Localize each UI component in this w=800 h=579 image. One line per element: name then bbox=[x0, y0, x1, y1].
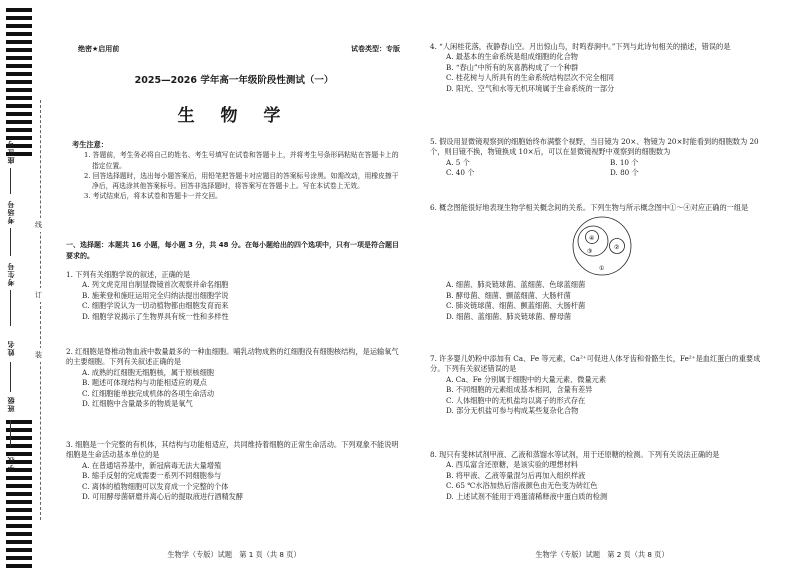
question-3 bbox=[66, 440, 402, 503]
cut-char-zhuang: 装 bbox=[35, 348, 42, 362]
cut-char-ding: 订 bbox=[35, 288, 42, 302]
option-b: B. 不同细胞的元素组成基本相同，含量有差异 bbox=[446, 385, 593, 395]
question-1 bbox=[66, 270, 402, 322]
question-stem: 8. 现只有斐林试剂甲液、乙液和蒸馏水等试剂，用于还原糖的检测。下列有关说法正确的是 bbox=[430, 450, 720, 459]
notice-title: 考生注意： bbox=[72, 140, 108, 149]
option-d: D. 细胞学说揭示了生物界具有统一性和多样性 bbox=[82, 311, 229, 321]
option-b: B. 10 个 bbox=[610, 157, 639, 167]
class-line bbox=[10, 420, 11, 446]
question-stem: 2. 红细胞是脊椎动物血液中数量最多的一种血细胞。哺乳动物成熟的红细胞没有细胞核结构，是运输氧气的主要细胞。下列有关叙述正确的是 bbox=[66, 347, 399, 367]
option-a: A. 列文虎克用自制显微镜首次观察并命名细胞 bbox=[82, 280, 229, 290]
page-1-footer: 生物学（专版）试题 第 1 页（共 8 页） bbox=[167, 550, 301, 559]
label-2: ② bbox=[614, 244, 620, 252]
question-4 bbox=[430, 42, 774, 94]
question-5 bbox=[430, 137, 774, 179]
label-3: ③ bbox=[587, 248, 593, 256]
nested-circles-diagram bbox=[562, 215, 642, 277]
subject-title: 生 物 学 bbox=[177, 106, 291, 126]
room-number-line bbox=[10, 228, 11, 256]
notice-item: 1. 答题前，考生务必将自己的姓名、考生号填写在试卷和答题卡上，并将考生号条形码粘贴在答题卡上的指定位置。 bbox=[84, 151, 399, 170]
room-number-label: 考场号 bbox=[7, 200, 15, 224]
question-stem: 4. “人闲桂花落，夜静春山空。月出惊山鸟，时鸣春涧中。”下列与此诗句相关的描述，错误的是 bbox=[430, 42, 731, 51]
option-d: D. 部分无机盐可参与构成某些复杂化合物 bbox=[446, 406, 579, 416]
section-heading: 一、选择题：本题共 16 小题，每小题 3 分，共 48 分。在每小题给出的四个选项中，只有一项是符合题目要求的。 bbox=[66, 241, 399, 260]
option-a: A. 在普通培养基中，新冠病毒无法大量增殖 bbox=[82, 460, 222, 470]
name-label: 姓名 bbox=[7, 340, 15, 356]
option-d: D. 红细胞中含量最多的物质是氧气 bbox=[82, 399, 193, 409]
question-stem: 5. 假设用显微镜观察到的细胞始终布满整个视野，当目镜为 20×、物镜为 20×时能看到的细胞数为 20 个，则目镜不换，物镜换成 10×后，可以在显微镜视野中观察到的细胞数为 bbox=[430, 137, 759, 157]
notice-item: 2. 回答选择题时，选出每小题答案后，用铅笔把答题卡对应题目的答案标号涂黑。如需改动，用橡皮擦干净后，再选涂其他答案标号。回答非选择题时，将答案写在答题卡上。写在本试卷上无效。 bbox=[84, 171, 399, 190]
option-c: C. 红细胞能单独完成机体的各项生命活动 bbox=[82, 388, 215, 398]
candidate-number-line bbox=[10, 290, 11, 326]
binding-stripes-top bbox=[6, 8, 32, 156]
cut-line bbox=[40, 100, 41, 520]
question-stem: 3. 细胞是一个完整的有机体，其结构与功能相适应，共同维持着细胞的正常生命活动。下列观象不能说明细胞是生命活动基本单位的是 bbox=[66, 440, 399, 460]
option-c: C. 离体的植物细胞可以发育成一个完整的个体 bbox=[82, 481, 229, 491]
class-label: 班级 bbox=[7, 396, 15, 412]
exam-title: 2025—2026 学年高一年级阶段性测试（一） bbox=[134, 75, 334, 86]
option-d: D. 80 个 bbox=[610, 168, 639, 178]
option-a: A. 细菌、肺炎链球菌、蓝细菌、色球蓝细菌 bbox=[446, 280, 586, 290]
option-d: D. 可用酵母菌研磨并离心后的提取液进行酒精发酵 bbox=[82, 492, 244, 502]
page-1-header bbox=[58, 44, 410, 56]
option-d: D. 细菌、蓝细菌、肺炎链球菌、酵母菌 bbox=[446, 311, 572, 321]
seat-number-label: 座位号 bbox=[7, 140, 15, 164]
page-2 bbox=[422, 0, 782, 579]
label-1: ① bbox=[599, 265, 605, 273]
option-d: D. 阳光、空气和水等无机环境属于生命系统的一部分 bbox=[446, 83, 615, 93]
option-a: A. 西瓜富含还原糖，是该实验的理想材料 bbox=[446, 460, 578, 470]
school-label: 学校 bbox=[7, 456, 15, 472]
option-a: A. 5 个 bbox=[446, 157, 470, 167]
seat-number-line bbox=[10, 168, 11, 194]
question-2 bbox=[66, 347, 402, 410]
option-b: B. 缩手反射的完成需要一系列不同细胞参与 bbox=[82, 471, 222, 481]
option-c: C. 65 ℃水浴加热后溶液颜色由无色变为砖红色 bbox=[446, 481, 598, 491]
question-stem: 1. 下列有关细胞学说的叙述，正确的是 bbox=[66, 270, 191, 279]
paper-type: 试卷类型：专版 bbox=[351, 45, 400, 53]
option-d: D. 上述试剂不能用于鸡蛋清稀释液中蛋白质的检测 bbox=[446, 491, 608, 501]
question-stem: 7. 许多婴儿奶粉中添加有 Ca、Fe 等元素，Ca²⁺可促进人体牙齿和骨骼生长，Fe²⁺是血红蛋白的重要成分。下列有关叙述错误的是 bbox=[430, 354, 761, 374]
page-1 bbox=[58, 0, 410, 579]
option-b: B. 酵母菌、细菌、颤蓝细菌、大肠杆菌 bbox=[446, 290, 571, 300]
option-a: A. 成熟的红细胞无细胞核，属于原核细胞 bbox=[82, 367, 214, 377]
binding-margin bbox=[0, 0, 50, 579]
name-line bbox=[10, 362, 11, 392]
option-c: C. 人体细胞中的无机盐均以离子的形式存在 bbox=[446, 395, 586, 405]
option-b: B. 题述可体现结构与功能相适应的观点 bbox=[82, 378, 207, 388]
notice-item: 3. 考试结束后，将本试卷和答题卡一并交回。 bbox=[84, 192, 222, 201]
question-stem: 6. 概念图能很好地表现生物学相关概念间的关系。下列生物与所示概念图中①～④对应正确的一组是 bbox=[430, 203, 749, 212]
concept-diagram bbox=[430, 215, 774, 277]
option-c: C. 桂花树与人所具有的生命系统结构层次不完全相同 bbox=[446, 73, 614, 83]
option-c: C. 肺炎链球菌、细菌、颤蓝细菌、大肠杆菌 bbox=[446, 301, 586, 311]
cut-char-xian: 线 bbox=[35, 218, 42, 232]
question-7 bbox=[430, 354, 774, 417]
option-a: A. Ca、Fe 分别属于细胞中的大量元素、微量元素 bbox=[446, 374, 607, 384]
notice-block bbox=[72, 140, 402, 201]
option-b: B. “春山”中所有的灰喜鹊构成了一个种群 bbox=[446, 62, 579, 72]
options-grid bbox=[446, 158, 774, 179]
candidate-number-label: 考生号 bbox=[7, 262, 15, 286]
secret-mark: 绝密★启用前 bbox=[78, 45, 120, 53]
label-4: ④ bbox=[589, 235, 595, 243]
question-8 bbox=[430, 450, 774, 502]
option-b: B. 施莱登和施旺运用完全归纳法提出细胞学说 bbox=[82, 290, 229, 300]
option-c: C. 40 个 bbox=[446, 168, 475, 178]
option-b: B. 将甲液、乙液等量混匀后再加入组织样液 bbox=[446, 470, 586, 480]
option-a: A. 最基本的生命系统是组成细胞的化合物 bbox=[446, 52, 578, 62]
option-c: C. 细胞学说认为一切动植物都由细胞发育而来 bbox=[82, 301, 229, 311]
page-2-footer: 生物学（专版）试题 第 2 页（共 8 页） bbox=[535, 550, 669, 559]
question-6 bbox=[430, 203, 774, 322]
